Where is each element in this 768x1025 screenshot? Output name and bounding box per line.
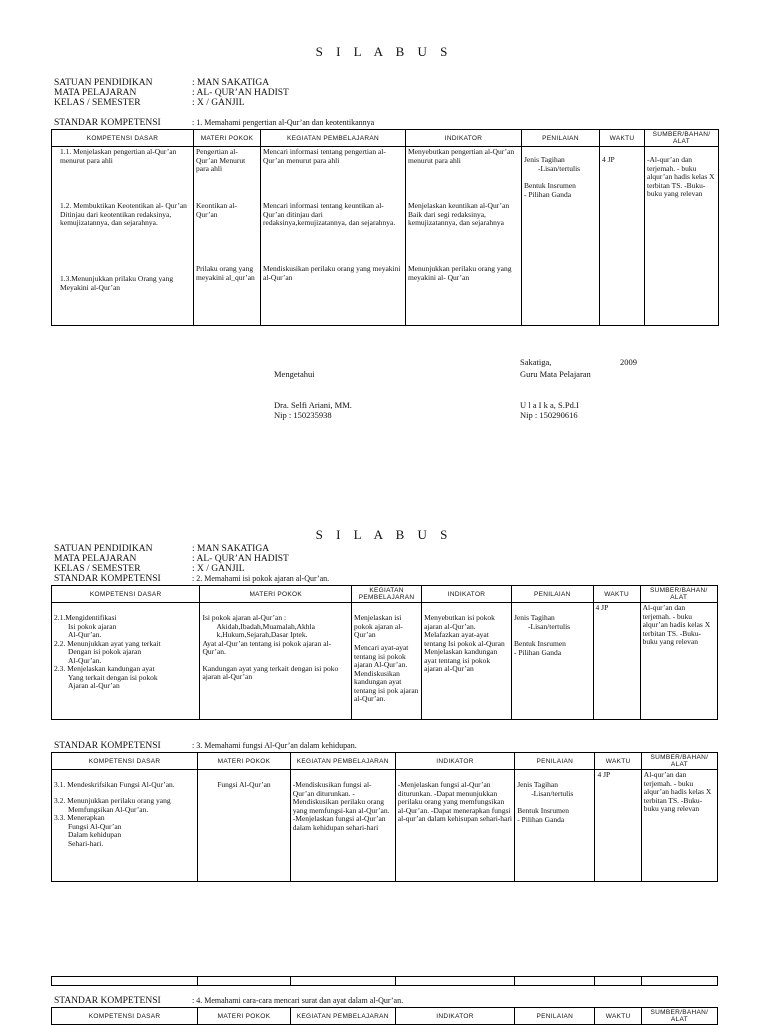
penilaian-line: -Lisan/tertulis (538, 163, 581, 173)
cell-penilaian (512, 603, 594, 720)
penilaian-line: Bentuk Insrumen (517, 806, 570, 815)
penilaian-line: Jenis Tagihan (524, 155, 565, 164)
kd-line: Fungsi Al-Qur’an (68, 821, 122, 831)
col-kegiatan: KEGIATAN PEMBELAJARAN (261, 130, 406, 147)
kegiatan-item: Mendiskusikan perilaku orang yang meyakini al-Qur’an (263, 264, 401, 282)
sign-head-nip: Nip : 150235938 (274, 410, 332, 420)
col-sumber: SUMBER/BAHAN/ ALAT (640, 586, 717, 603)
kd-line: 2.3. Menjelaskan kandungan ayat (54, 664, 155, 673)
cell-sumber (645, 147, 719, 326)
kd-line: 3.3. Menerapkan (54, 813, 105, 822)
kegiatan-item: Menjelaskan isi pokok ajaran al-Qur’an (354, 613, 403, 639)
cell-penilaian (522, 147, 600, 326)
kd-line: Al-Qur’an. (68, 630, 102, 639)
penilaian-line: - Pilihan Ganda (514, 647, 562, 657)
kd-line: Memfungsikan Al-Qur’an. (68, 804, 149, 814)
col-sumber: SUMBER/BAHAN/ ALAT (641, 1008, 717, 1025)
indikator-item: Menjelaskan keuntikan al-Qur’an Baik dari segi redaksinya, kemujizatannya, dan sejarahnya (408, 201, 510, 227)
waktu-value: 4 JP (595, 603, 609, 612)
kegiatan-item: Mencari ayat-ayat tentang isi pokok ajaran Al-Qur’an. Mendiskusikan kandungan ayat tentang isi pok ajaran al-Qur’an. (354, 643, 419, 703)
standar-kompetensi-label: STANDAR KOMPETENSI (54, 118, 161, 128)
kd-line: 3.2. Menunjukkan perilaku orang yang (54, 796, 171, 805)
col-materi-pokok: MATERI POKOK (198, 753, 291, 770)
header-value: : MAN SAKATIGA (192, 78, 270, 88)
empty-cell (641, 977, 717, 986)
col-materi-pokok: MATERI POKOK (198, 1008, 291, 1025)
kd-item: 1.3.Menunjukkan prilaku Orang yang Meyakini al-Qur’an (60, 274, 174, 292)
col-waktu: WAKTU (593, 586, 640, 603)
sign-place: Sakatiga, (520, 357, 552, 367)
cell-waktu (593, 603, 640, 720)
kd-line: Al-Qur’an. (68, 655, 102, 665)
kd-line: Yang terkait dengan isi pokok (68, 672, 158, 682)
cell-materi-pokok (200, 603, 352, 720)
header-label: MATA PELAJARAN (54, 554, 137, 564)
kegiatan-item: Mencari informasi tentang pengertian al-Qur’an menurut para ahli (263, 147, 386, 165)
cell-indikator (406, 147, 522, 326)
syllabus-title-2: S I L A B U S (315, 527, 453, 542)
waktu-value: 4 JP (597, 770, 611, 779)
header-label: SATUAN PENDIDIKAN (54, 78, 153, 88)
header-label: KELAS / SEMESTER (54, 564, 141, 574)
header-label: KELAS / SEMESTER (54, 98, 141, 108)
col-indikator: INDIKATOR (395, 753, 514, 770)
penilaian-line: -Lisan/tertulis (531, 788, 574, 798)
col-penilaian: PENILAIAN (512, 586, 594, 603)
empty-cell (395, 977, 514, 986)
col-penilaian: PENILAIAN (515, 1008, 595, 1025)
sign-teacher-name: U l a I k a, S.Pd.I (520, 400, 579, 410)
header-value: : MAN SAKATIGA (192, 544, 270, 554)
syllabus-table-2 (51, 585, 718, 720)
col-kegiatan: KEGIATAN PEMBELAJARAN (290, 753, 395, 770)
sumber-value: -Al-qur’an dan terjemah. - buku alqur’an hadis kelas X terbitan TS. -Buku-buku yang relevan (647, 155, 715, 198)
indikator-value: -Menjelaskan fungsi al-Qur’an diturunkan. -Dapat menunjukkan perilaku orang yang memfungsikan al-Qur’an. -Dapat menerapkan fungsi al-qur’an dalam kehisupan sehari-hari (397, 780, 512, 823)
header-value: : AL- QUR’AN HADIST (192, 88, 289, 98)
penilaian-line: Bentuk Insrumen (524, 181, 576, 190)
sign-head-name: Dra. Selfi Ariani, MM. (274, 400, 352, 410)
penilaian-line: - Pilihan Ganda (524, 189, 572, 199)
empty-cell (198, 977, 291, 986)
col-materi-pokok: MATERI POKOK (194, 130, 261, 147)
kegiatan-item: Mencari informasi tentang keuntikan al-Qur’an ditinjau dari redaksinya,kemujizatannya, dan sejarahnya. (263, 201, 396, 227)
empty-cell (290, 977, 395, 986)
kd-line: Ajaran al-Qur’an (68, 681, 120, 690)
col-indikator: INDIKATOR (406, 130, 522, 147)
materi-value: Fungsi Al-Qur’an (217, 780, 271, 789)
indikator-value: Menyebutkan isi pokok ajaran al-Qur’an. Melafazkan ayat-ayat tentang Isi pokok al-Quran Menjelaskan kandungan ayat tentang isi pokok ajaran al-Qur’an (424, 613, 505, 673)
empty-cell (515, 977, 595, 986)
cell-penilaian (515, 770, 595, 882)
col-waktu: WAKTU (595, 1008, 641, 1025)
col-penilaian: PENILAIAN (515, 753, 595, 770)
sumber-value: Al-qur’an dan terjemah. - buku alqur’an hadis kelas X terbitan TS. -Buku-buku yang relevan (642, 603, 711, 646)
sign-known: Mengetahui (274, 369, 315, 379)
header-label: MATA PELAJARAN (54, 88, 137, 98)
materi-line: Kandungan ayat yang terkait dengan isi poko ajaran al-Qur’an (202, 663, 339, 681)
kd-item: 1.2. Membuktikan Keotentikan al- Qur’an Ditinjau dari keotentikan redaksinya, kemujizatannya, dan sejarahnya. (60, 201, 187, 227)
sign-teacher-nip: Nip : 150290616 (520, 410, 578, 420)
kd-line: 2.2. Menunjukkan ayat yang terkait (54, 638, 161, 648)
cell-materi-pokok (194, 147, 261, 326)
col-kompetensi-dasar: KOMPETENSI DASAR (52, 1008, 198, 1025)
kd-line: 2.1.Mengidentifikasi (54, 613, 117, 622)
indikator-item: Menyebutkan pengertian al-Qur’an menurut para ahli (408, 147, 515, 165)
standar-kompetensi-value: : 3. Memahami fungsi Al-Qur’an dalam kehidupan. (192, 741, 357, 750)
syllabus-title-1: S I L A B U S (315, 44, 453, 59)
col-sumber: SUMBER/BAHAN/ ALAT (641, 753, 717, 770)
empty-row-table (51, 976, 718, 986)
materi-item: Pengertian al-Qur’an Menurut para ahli (196, 147, 246, 173)
header-value: : X / GANJIL (192, 564, 245, 574)
cell-kompetensi-dasar (52, 603, 200, 720)
penilaian-line: Jenis Tagihan (514, 613, 555, 622)
cell-kegiatan (290, 770, 395, 882)
col-kegiatan: KEGIATAN PEMBELAJARAN (352, 586, 422, 603)
col-kegiatan: KEGIATAN PEMBELAJARAN (290, 1008, 395, 1025)
col-materi-pokok: MATERI POKOK (200, 586, 352, 603)
sign-teacher-role: Guru Mata Pelajaran (520, 369, 591, 379)
materi-item: Prilaku orang yang meyakini al_qur’an (196, 264, 255, 282)
cell-kompetensi-dasar (52, 770, 198, 882)
materi-line: Akidah,Ibadah,Muamalah,Akhla k,Hukum,Sejarah,Dasar Iptek. (216, 621, 315, 639)
cell-kompetensi-dasar (52, 147, 194, 326)
header-value: : AL- QUR’AN HADIST (192, 554, 289, 564)
empty-cell (52, 977, 198, 986)
kegiatan-value: -Mendiskusikan fungsi al-Qur’an diturunkan. - Mendiskusikan perilaku orang yang memfungsi-kan al-Qur’an. -Menjelaskan fungsi al-Qur’an dalam kehidupan sehari-hari (292, 780, 390, 832)
col-penilaian: PENILAIAN (522, 130, 600, 147)
kd-line: Isi pokok ajaran (68, 621, 117, 631)
standar-kompetensi-value: : 1. Memahami pengertian al-Qur’an dan keotentikannya (192, 118, 375, 127)
col-indikator: INDIKATOR (422, 586, 512, 603)
syllabus-table-3 (51, 752, 718, 882)
penilaian-line: -Lisan/tertulis (528, 621, 571, 631)
col-kompetensi-dasar: KOMPETENSI DASAR (52, 753, 198, 770)
empty-cell (595, 977, 641, 986)
standar-kompetensi-value: : 4. Memahami cara-cara mencari surat dan ayat dalam al-Qur’an. (192, 996, 404, 1005)
standar-kompetensi-label: STANDAR KOMPETENSI (54, 741, 161, 751)
cell-waktu (600, 147, 645, 326)
col-indikator: INDIKATOR (395, 1008, 514, 1025)
sign-year: 2009 (620, 357, 637, 367)
materi-line: Isi pokok ajaran al-Qur’an : (202, 613, 287, 622)
standar-kompetensi-value: : 2. Memahami isi pokok ajaran al-Qur’an. (192, 574, 330, 583)
materi-item: Keontikan al-Qur’an (196, 201, 238, 219)
header-value: : X / GANJIL (192, 98, 245, 108)
kd-line: Sehari-hari. (68, 838, 104, 848)
cell-kegiatan (352, 603, 422, 720)
kd-line: Dengan isi pokok ajaran (68, 647, 142, 656)
standar-kompetensi-label: STANDAR KOMPETENSI (54, 996, 161, 1006)
penilaian-line: Jenis Tagihan (517, 780, 558, 789)
cell-indikator (395, 770, 514, 882)
syllabus-table-1 (51, 129, 719, 326)
kd-line: 3.1. Mendeskrifsikan Fungsi Al-Qur’an. (54, 780, 175, 789)
cell-sumber (640, 603, 717, 720)
header-label: SATUAN PENDIDIKAN (54, 544, 153, 554)
kd-line: Dalam kehidupan (68, 830, 122, 839)
col-kompetensi-dasar: KOMPETENSI DASAR (52, 586, 200, 603)
cell-waktu (595, 770, 641, 882)
cell-indikator (422, 603, 512, 720)
penilaian-line: - Pilihan Ganda (517, 814, 565, 824)
cell-kegiatan (261, 147, 406, 326)
penilaian-line: Bentuk Insrumen (514, 639, 566, 648)
materi-line: Ayat al-Qur’an tentang isi pokok ajaran al-Qur’an. (202, 638, 332, 656)
col-kompetensi-dasar: KOMPETENSI DASAR (52, 130, 194, 147)
col-waktu: WAKTU (600, 130, 645, 147)
indikator-item: Menunjukkan perilaku orang yang meyakini al- Qur’an (408, 264, 512, 282)
col-sumber: SUMBER/BAHAN/ ALAT (645, 130, 719, 147)
standar-kompetensi-label: STANDAR KOMPETENSI (54, 574, 161, 584)
cell-sumber (641, 770, 717, 882)
waktu-value: 4 JP (602, 155, 615, 164)
col-waktu: WAKTU (595, 753, 641, 770)
syllabus-table-4 (51, 1007, 718, 1025)
sumber-value: Al-qur’an dan terjemah. - buku alqur’an hadis kelas X terbitan TS. -Buku-buku yang relevan (643, 770, 712, 813)
kd-item: 1.1. Menjelaskan pengertian al-Qur’an menurut para ahli (60, 147, 177, 165)
cell-materi-pokok (198, 770, 291, 882)
